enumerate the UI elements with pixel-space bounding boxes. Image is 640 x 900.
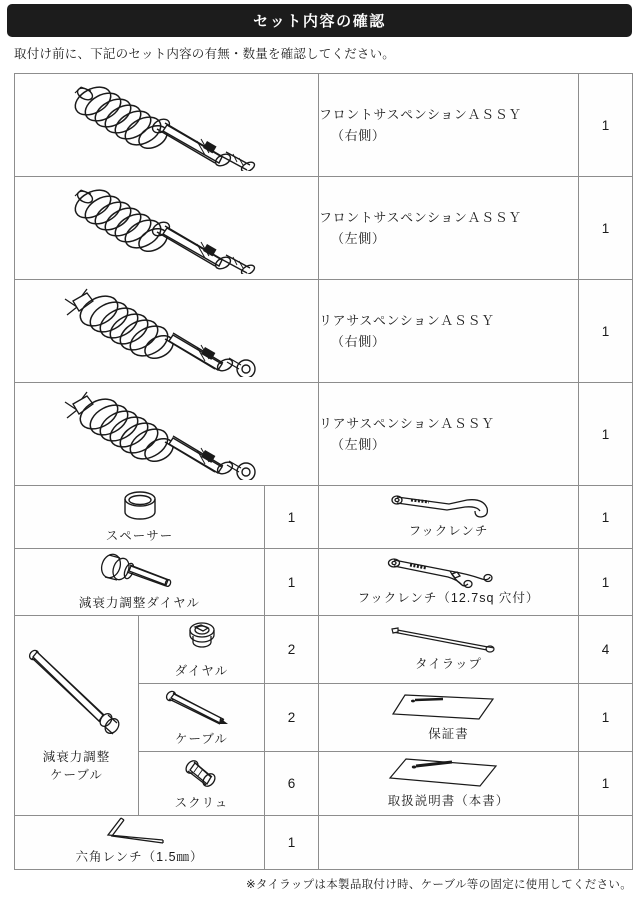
parts-table xyxy=(14,73,633,870)
cable-qty: 2 xyxy=(265,684,319,752)
screw-item xyxy=(139,752,264,815)
screw-cell xyxy=(139,752,265,816)
footnote-text: ※タイラップは本製品取付け時、ケーブル等の固定に使用してください。 xyxy=(245,879,632,891)
damper-cable-group-cell xyxy=(15,616,139,816)
damper-dial-cell xyxy=(15,549,265,616)
hook-wrench-sq-icon xyxy=(319,553,578,589)
spacer-label: スペーサー xyxy=(105,528,174,543)
manual-cell xyxy=(319,752,579,816)
damper-dial-label: 減衰力調整ダイヤル xyxy=(78,595,201,610)
spacer-icon xyxy=(15,486,264,527)
hook-wrench-item xyxy=(319,490,578,543)
damper-dial-item xyxy=(15,549,264,615)
empty-qty-cell xyxy=(579,816,633,870)
hook-wrench-label: フックレンチ xyxy=(408,524,489,539)
dial-qty: 2 xyxy=(265,616,319,684)
item-name-line1: フロントサスペンションＡＳＳＹ xyxy=(319,106,522,122)
intro-text: 取付け前に、下記のセット内容の有無・数量を確認してください。 xyxy=(14,47,396,61)
damper-dial-icon xyxy=(15,549,264,594)
item-name-cell xyxy=(319,177,579,280)
screw-label: スクリュ xyxy=(174,795,229,810)
hex-wrench-label: 六角レンチ（1.5㎜） xyxy=(75,850,204,864)
item-name-line2: （左側） xyxy=(331,437,386,452)
spacer-cell xyxy=(15,486,265,549)
warranty-cell xyxy=(319,684,579,752)
manual-icon xyxy=(319,754,578,792)
hook-wrench-qty: 1 xyxy=(579,486,633,549)
tie-wrap-icon xyxy=(319,623,578,655)
dial-label: ダイヤル xyxy=(174,663,229,678)
dial-item xyxy=(139,616,264,683)
item-name-line2: （右側） xyxy=(331,334,386,349)
hex-wrench-cell xyxy=(15,816,265,870)
item-qty-cell: 1 xyxy=(579,383,633,486)
damper-cable-item xyxy=(15,643,138,788)
item-qty-cell: 1 xyxy=(579,177,633,280)
item-qty-cell: 1 xyxy=(579,280,633,383)
item-qty-cell: 1 xyxy=(579,74,633,177)
table-row xyxy=(15,177,633,280)
manual-qty: 1 xyxy=(579,752,633,816)
item-name-cell xyxy=(319,383,579,486)
warranty-item xyxy=(319,689,578,746)
tie-wrap-label: タイラップ xyxy=(415,656,483,671)
item-name-cell xyxy=(319,74,579,177)
suspension-image-cell xyxy=(15,74,319,177)
damper-cable-icon xyxy=(15,643,138,748)
dial-icon xyxy=(139,616,264,662)
rear-strut-illustration xyxy=(15,280,318,382)
hex-wrench-qty: 1 xyxy=(265,816,319,870)
item-name-line2: （右側） xyxy=(331,128,386,143)
table-row xyxy=(15,616,633,684)
empty-item-cell xyxy=(319,816,579,870)
table-row xyxy=(15,816,633,870)
manual-label: 取扱説明書（本書） xyxy=(387,793,510,808)
warranty-qty: 1 xyxy=(579,684,633,752)
warranty-icon xyxy=(319,689,578,725)
tie-wrap-qty: 4 xyxy=(579,616,633,684)
item-name-line1: リアサスペンションＡＳＳＹ xyxy=(319,312,495,328)
hex-wrench-icon xyxy=(15,816,264,848)
section-header-bar xyxy=(7,4,632,37)
warranty-label: 保証書 xyxy=(428,726,469,741)
table-row xyxy=(15,280,633,383)
screw-icon xyxy=(139,752,264,794)
hook-wrench-sq-qty: 1 xyxy=(579,549,633,616)
hook-wrench-icon xyxy=(319,490,578,522)
damper-cable-label: 減衰力調整 ケーブル xyxy=(42,749,111,782)
cable-item xyxy=(139,684,264,751)
tie-wrap-cell xyxy=(319,616,579,684)
hex-wrench-item xyxy=(15,816,264,869)
spacer-qty: 1 xyxy=(265,486,319,549)
item-name-line1: リアサスペンションＡＳＳＹ xyxy=(319,415,495,431)
item-name-line1: フロントサスペンションＡＳＳＹ xyxy=(319,209,522,225)
strut-illustration xyxy=(15,177,318,279)
dial-cell xyxy=(139,616,265,684)
hook-wrench-cell xyxy=(319,486,579,549)
table-row xyxy=(15,383,633,486)
suspension-image-cell xyxy=(15,383,319,486)
hook-wrench-sq-item xyxy=(319,553,578,610)
tie-wrap-item xyxy=(319,623,578,676)
rear-strut-illustration xyxy=(15,383,318,485)
hook-wrench-sq-label: フックレンチ（12.7sq 穴付） xyxy=(357,591,540,606)
item-name-cell xyxy=(319,280,579,383)
cable-icon xyxy=(139,684,264,730)
cable-label: ケーブル xyxy=(175,731,228,746)
table-row xyxy=(15,74,633,177)
spacer-item xyxy=(15,486,264,548)
item-name-line2: （左側） xyxy=(331,231,386,246)
cable-cell xyxy=(139,684,265,752)
strut-illustration xyxy=(15,74,318,176)
table-row xyxy=(15,549,633,616)
screw-qty: 6 xyxy=(265,752,319,816)
damper-dial-qty: 1 xyxy=(265,549,319,616)
table-row xyxy=(15,486,633,549)
hook-wrench-sq-cell xyxy=(319,549,579,616)
suspension-image-cell xyxy=(15,177,319,280)
manual-item xyxy=(319,754,578,813)
suspension-image-cell xyxy=(15,280,319,383)
page-title: セット内容の確認 xyxy=(253,13,386,30)
